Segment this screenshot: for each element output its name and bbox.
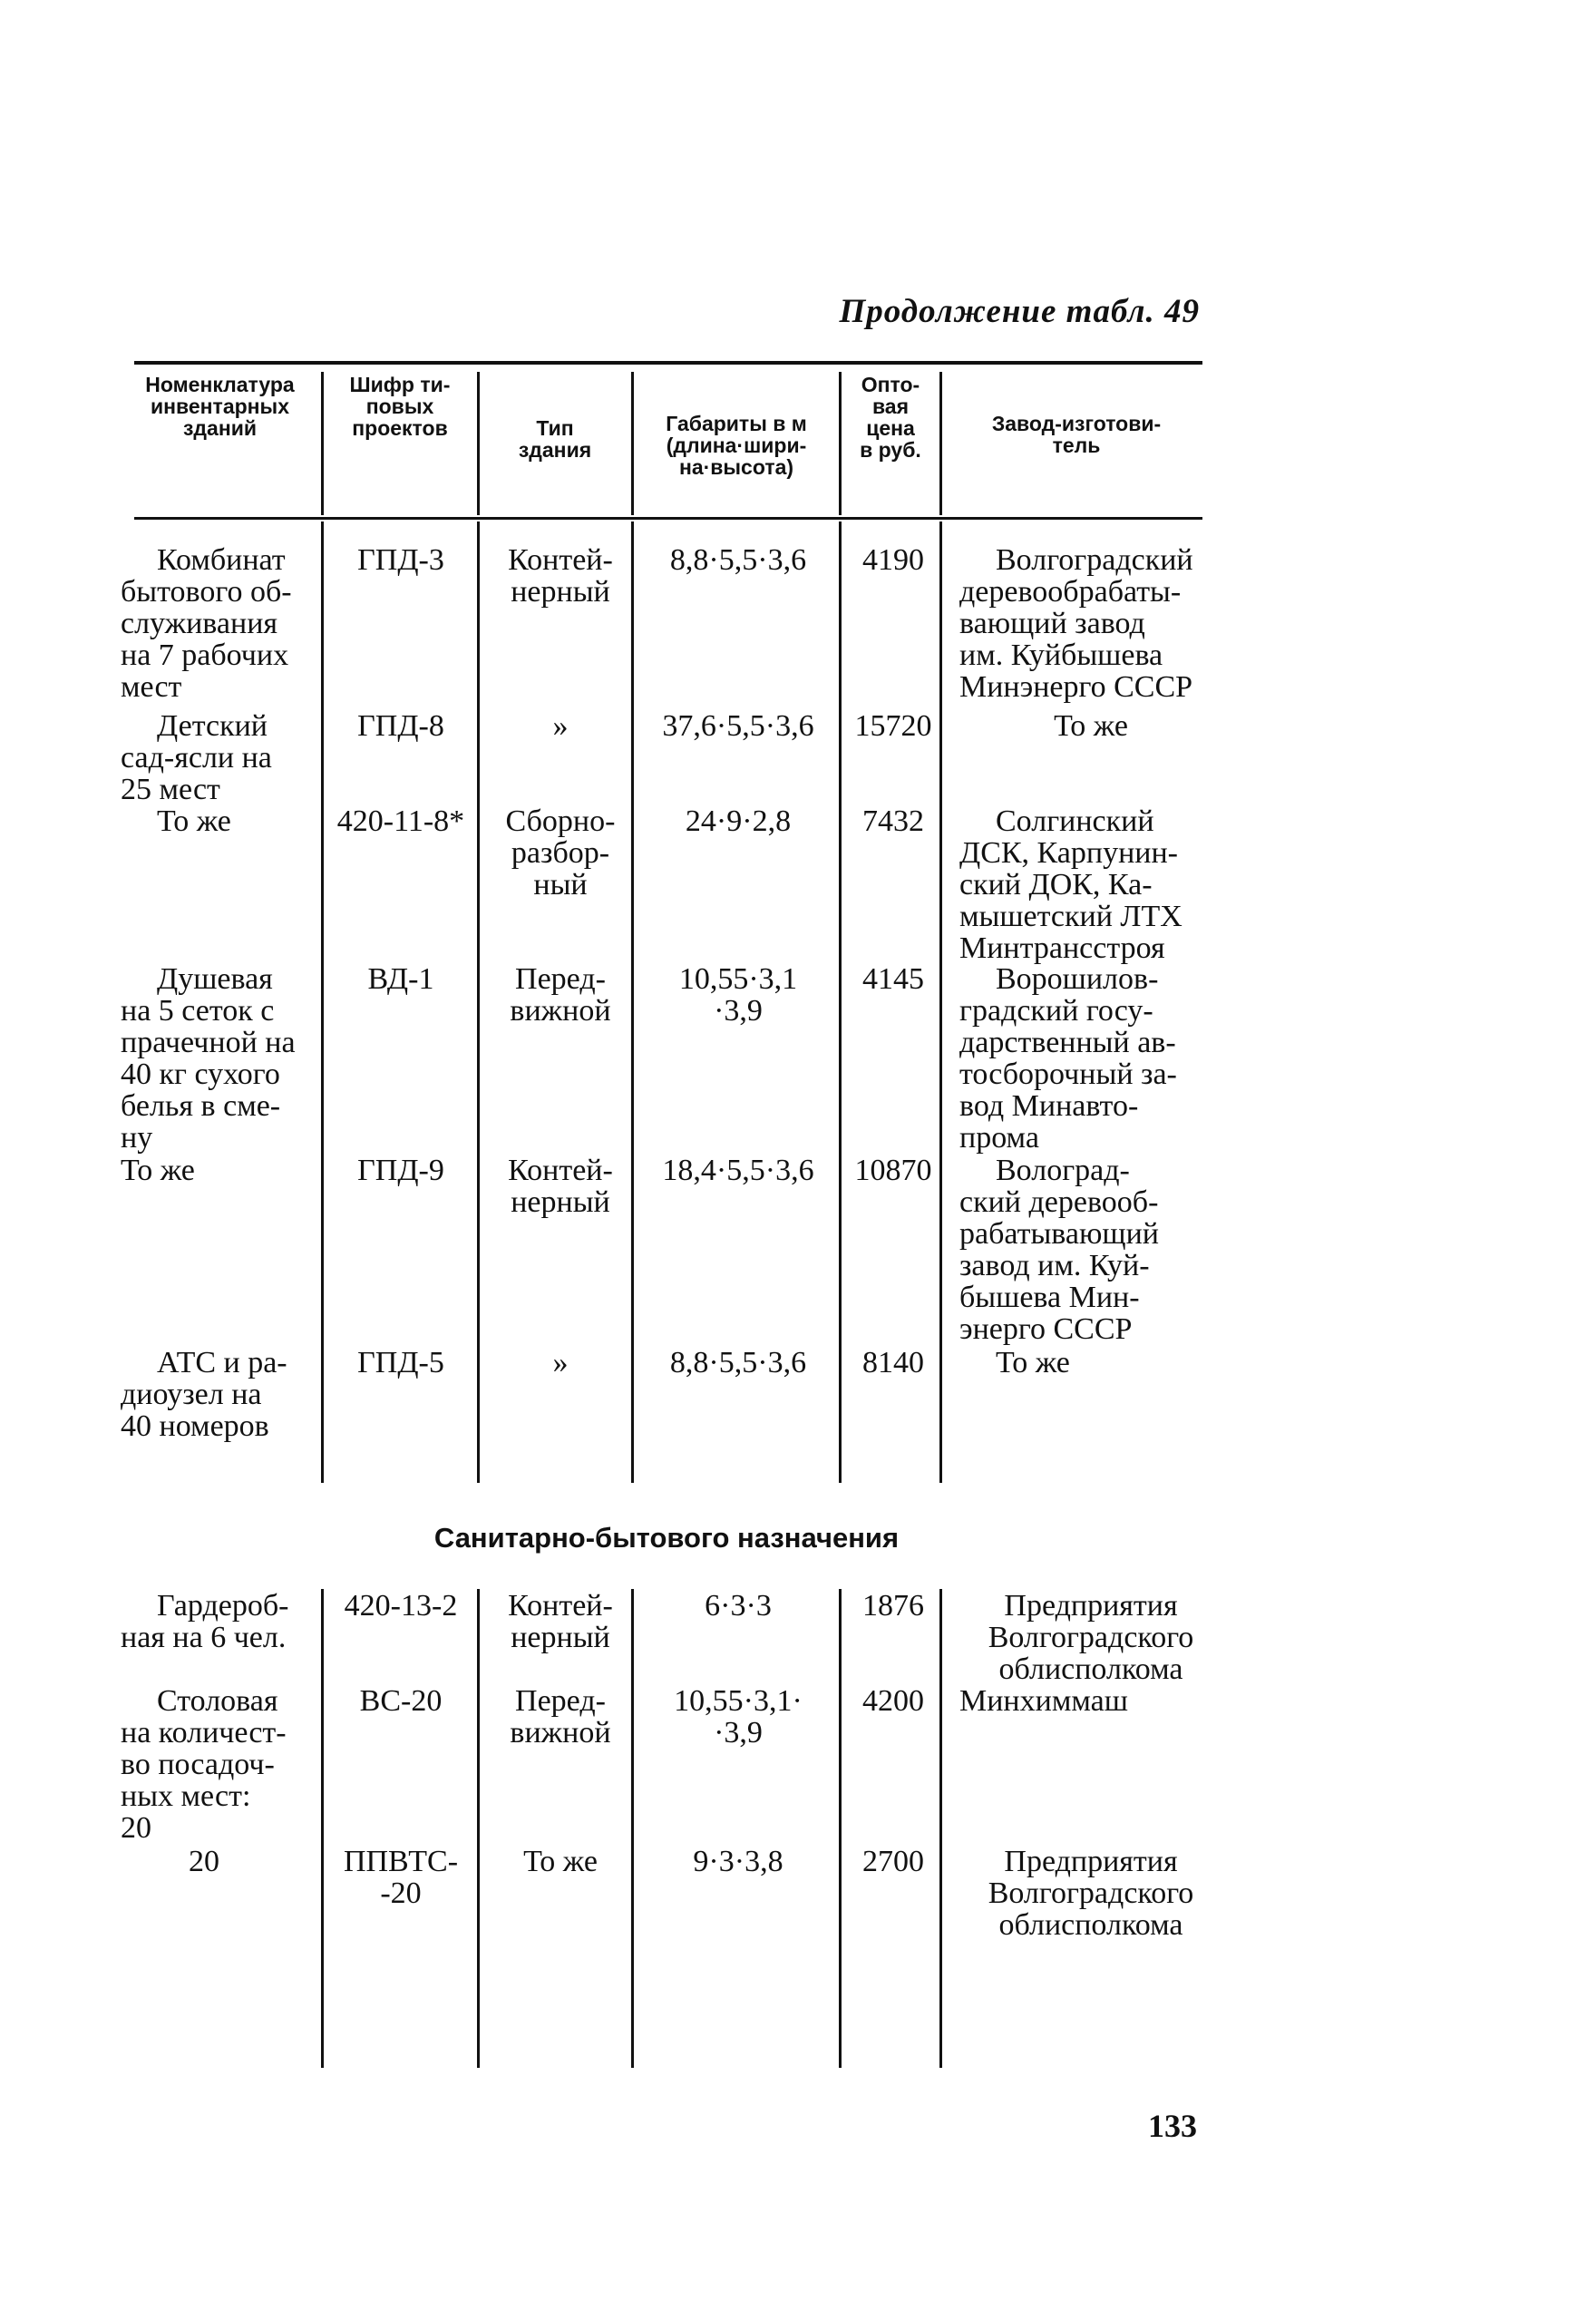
cell-code: ВД-1: [367, 962, 434, 996]
cell-maker: То же: [1054, 709, 1128, 743]
column-divider: [477, 372, 480, 515]
cell-name: АТС и ра- диоузел на 40 номеров: [121, 1346, 287, 1443]
cell-dims: 9·3·3,8: [693, 1845, 783, 1878]
cell-code: ГПД-5: [357, 1346, 444, 1379]
column-divider: [839, 521, 842, 1483]
cell-code: ГПД-8: [357, 709, 444, 743]
header-nomenclature: Номенклатура инвентарных зданий: [145, 373, 295, 440]
column-divider: [939, 521, 942, 1483]
cell-name: То же: [157, 804, 231, 838]
cell-maker: Предприятия Волгоградского облисполкома: [988, 1845, 1194, 1942]
cell-price: 4145: [862, 962, 924, 996]
cell-name: Гардероб- ная на 6 чел.: [121, 1589, 289, 1654]
cell-name: Комбинат бытового об- служивания на 7 рабочих мест: [121, 543, 292, 704]
column-divider: [477, 521, 480, 1483]
column-divider: [839, 372, 842, 515]
cell-name: Душевая на 5 сеток с прачечной на 40 кг сухого белья в сме- ну: [121, 962, 296, 1155]
cell-type: Перед- вижной: [510, 962, 611, 1028]
cell-maker: Ворошилов- градский госу- дарственный ав- тосборочный за- вод Минавто- прома: [959, 962, 1177, 1155]
cell-price: 2700: [862, 1845, 924, 1878]
cell-code: ГПД-9: [357, 1154, 444, 1187]
cell-type: Контей- нерный: [508, 543, 613, 609]
header-project-code: Шифр ти- повых проектов: [349, 373, 451, 440]
column-divider: [839, 1589, 842, 2068]
cell-dims: 37,6·5,5·3,6: [662, 709, 814, 743]
table-caption: Продолжение табл. 49: [839, 293, 1200, 330]
cell-type: »: [552, 709, 569, 743]
cell-code: 420-13-2: [344, 1589, 458, 1623]
cell-maker: Минхиммаш: [959, 1684, 1128, 1718]
column-divider: [939, 1589, 942, 2068]
cell-name: То же: [121, 1154, 195, 1187]
cell-price: 4190: [862, 543, 924, 577]
header-price: Опто- вая цена в руб.: [860, 373, 921, 462]
cell-type: То же: [523, 1845, 598, 1878]
column-divider: [477, 1589, 480, 2068]
cell-dims: 8,8·5,5·3,6: [669, 543, 807, 577]
cell-name: Детский сад-ясли на 25 мест: [121, 709, 272, 806]
cell-price: 1876: [862, 1589, 924, 1623]
cell-name: 20: [189, 1845, 219, 1878]
column-divider: [939, 372, 942, 515]
table-header-rule: [134, 517, 1202, 520]
cell-type: Контей- нерный: [508, 1589, 613, 1654]
column-divider: [631, 372, 634, 515]
cell-maker: То же: [996, 1346, 1070, 1379]
cell-type: Сборно- разбор- ный: [505, 804, 616, 902]
cell-price: 8140: [862, 1346, 924, 1379]
cell-code: 420-11-8*: [336, 804, 465, 838]
column-divider: [321, 372, 324, 515]
header-dimensions: Габариты в м (длина·шири- на·высота): [666, 412, 807, 479]
cell-dims: 18,4·5,5·3,6: [662, 1154, 814, 1187]
cell-name: Столовая на количест- во посадоч- ных мест: 20: [121, 1684, 287, 1845]
cell-price: 4200: [862, 1684, 924, 1718]
header-building-type: Тип здания: [518, 416, 592, 462]
cell-dims: 10,55·3,1 ·3,9: [678, 962, 798, 1028]
cell-type: Перед- вижной: [510, 1684, 611, 1750]
section-title: Санитарно-бытового назначения: [433, 1522, 900, 1554]
cell-type: »: [552, 1346, 569, 1379]
cell-maker: Солгинский ДСК, Карпунин- ский ДОК, Ка- мышетский ЛТХ Минтрансстроя: [959, 804, 1182, 965]
table-top-rule: [134, 361, 1202, 365]
cell-dims: 24·9·2,8: [685, 804, 792, 838]
cell-dims: 10,55·3,1· ·3,9: [674, 1684, 803, 1750]
cell-price: 7432: [862, 804, 924, 838]
cell-code: ГПД-3: [357, 543, 444, 577]
cell-maker: Волоград- ский деревооб- рабатывающий завод им. Куй- бышева Мин- энерго СССР: [959, 1154, 1159, 1346]
cell-maker: Предприятия Волгоградского облисполкома: [988, 1589, 1194, 1686]
cell-maker: Волгоградский деревообрабаты- вающий завод им. Куйбышева Минэнерго СССР: [959, 543, 1193, 704]
header-manufacturer: Завод-изготови- тель: [991, 412, 1162, 457]
cell-dims: 8,8·5,5·3,6: [669, 1346, 807, 1379]
cell-type: Контей- нерный: [508, 1154, 613, 1219]
cell-dims: 6·3·3: [705, 1589, 772, 1623]
cell-code: ППВТС- -20: [343, 1845, 459, 1910]
column-divider: [631, 1589, 634, 2068]
page-number: 133: [1148, 2108, 1197, 2144]
cell-code: ВС-20: [359, 1684, 443, 1718]
cell-price: 10870: [854, 1154, 932, 1187]
cell-price: 15720: [854, 709, 932, 743]
